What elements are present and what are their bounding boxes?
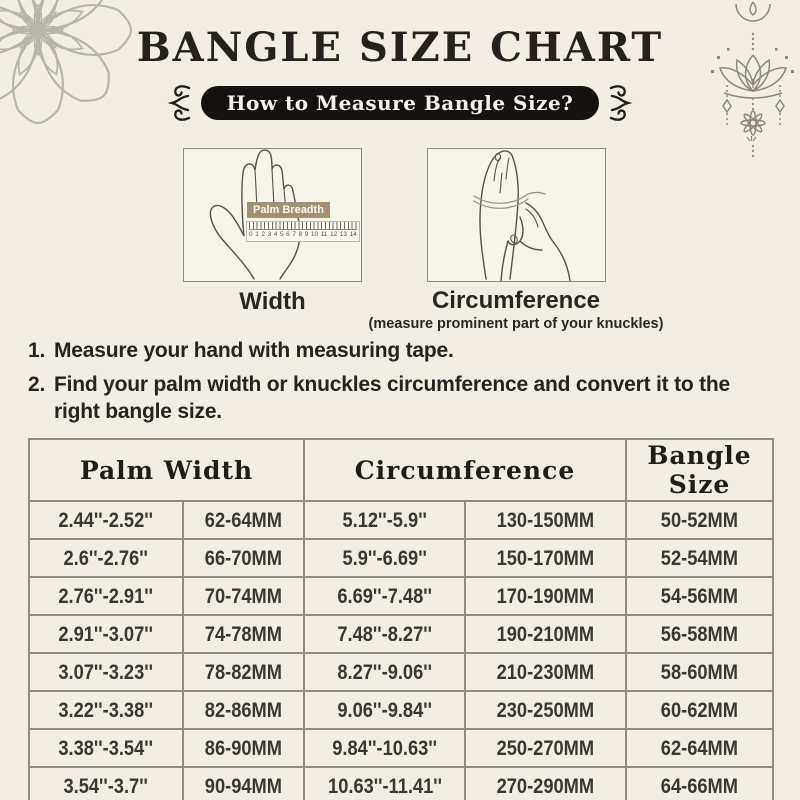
table-row <box>29 501 773 539</box>
table-cell: 3.07''-3.23'' <box>29 653 183 691</box>
tape-line <box>474 193 545 209</box>
table-row <box>29 653 773 691</box>
table-cell: 7.48''-8.27'' <box>304 615 465 653</box>
table-cell: 62-64MM <box>183 501 304 539</box>
table-row <box>29 691 773 729</box>
step-number: 1. <box>28 339 46 362</box>
circumference-illustration-box <box>427 148 606 282</box>
table-row <box>29 539 773 577</box>
table-cell: 66-70MM <box>183 539 304 577</box>
table-cell: 2.6''-2.76'' <box>29 539 183 577</box>
table-cell: 70-74MM <box>183 577 304 615</box>
table-cell: 9.84''-10.63'' <box>304 729 465 767</box>
step-text: Measure your hand with measuring tape. <box>54 339 454 362</box>
table-cell: 5.12''-5.9'' <box>304 501 465 539</box>
instruction-step <box>28 338 744 365</box>
table-cell: 2.44''-2.52'' <box>29 501 183 539</box>
hands-measuring-illustration <box>428 149 605 281</box>
table-row <box>29 577 773 615</box>
measuring-ruler <box>246 221 360 242</box>
crescent-moon-icon <box>736 2 770 21</box>
table-cell: 2.76''-2.91'' <box>29 577 183 615</box>
table-cell: 5.9''-6.69'' <box>304 539 465 577</box>
table-cell: 170-190MM <box>465 577 626 615</box>
table-cell: 86-90MM <box>183 729 304 767</box>
width-caption: Width <box>239 288 306 315</box>
ruler-numbers: 0 1 2 3 4 5 6 7 8 9 10 11 12 13 14 <box>249 231 357 238</box>
instructions <box>28 338 744 433</box>
palm-breadth-tag: Palm Breadth <box>247 202 330 218</box>
width-illustration-box <box>183 148 362 282</box>
table-cell: 56-58MM <box>626 615 773 653</box>
header-bangle-size: Bangle Size <box>626 439 773 501</box>
table-row <box>29 729 773 767</box>
table-cell: 54-56MM <box>626 577 773 615</box>
table-cell: 2.91''-3.07'' <box>29 615 183 653</box>
table-cell: 3.38''-3.54'' <box>29 729 183 767</box>
step-number: 2. <box>28 372 46 396</box>
table-cell: 10.63''-11.41'' <box>304 767 465 800</box>
table-cell: 64-66MM <box>626 767 773 800</box>
instruction-step <box>28 372 744 426</box>
banner-pill: How to Measure Bangle Size? <box>201 86 600 120</box>
table-cell: 62-64MM <box>626 729 773 767</box>
circumference-caption <box>346 287 686 332</box>
table-cell: 9.06''-9.84'' <box>304 691 465 729</box>
squiggle-right-icon <box>609 83 637 123</box>
table-cell: 74-78MM <box>183 615 304 653</box>
table-cell: 8.27''-9.06'' <box>304 653 465 691</box>
size-conversion-table <box>28 438 774 800</box>
circumference-sublabel: (measure prominent part of your knuckles) <box>368 316 664 332</box>
table-cell: 82-86MM <box>183 691 304 729</box>
table-cell: 230-250MM <box>465 691 626 729</box>
table-cell: 250-270MM <box>465 729 626 767</box>
ruler-ticks <box>249 222 357 230</box>
banner-row <box>0 84 800 122</box>
circumference-label: Circumference <box>431 287 601 314</box>
table-cell: 58-60MM <box>626 653 773 691</box>
table-cell: 190-210MM <box>465 615 626 653</box>
page-title: BANGLE SIZE CHART <box>136 24 664 71</box>
table-cell: 6.69''-7.48'' <box>304 577 465 615</box>
table-row <box>29 767 773 800</box>
table-cell: 52-54MM <box>626 539 773 577</box>
step-text: Find your palm width or knuckles circumference and convert it to the right bangle size. <box>54 372 731 423</box>
table-cell: 78-82MM <box>183 653 304 691</box>
table-cell: 3.54''-3.7'' <box>29 767 183 800</box>
table-cell: 60-62MM <box>626 691 773 729</box>
table-cell: 130-150MM <box>465 501 626 539</box>
table-cell: 210-230MM <box>465 653 626 691</box>
table-row <box>29 615 773 653</box>
table-cell: 90-94MM <box>183 767 304 800</box>
table-cell: 3.22''-3.38'' <box>29 691 183 729</box>
table-cell: 50-52MM <box>626 501 773 539</box>
chevron-marks <box>747 136 756 141</box>
header-palm-width: Palm Width <box>29 439 304 501</box>
squiggle-left-icon <box>163 83 191 123</box>
header-circumference: Circumference <box>304 439 626 501</box>
table-cell: 150-170MM <box>465 539 626 577</box>
table-cell: 270-290MM <box>465 767 626 800</box>
table-header-row <box>29 439 773 501</box>
